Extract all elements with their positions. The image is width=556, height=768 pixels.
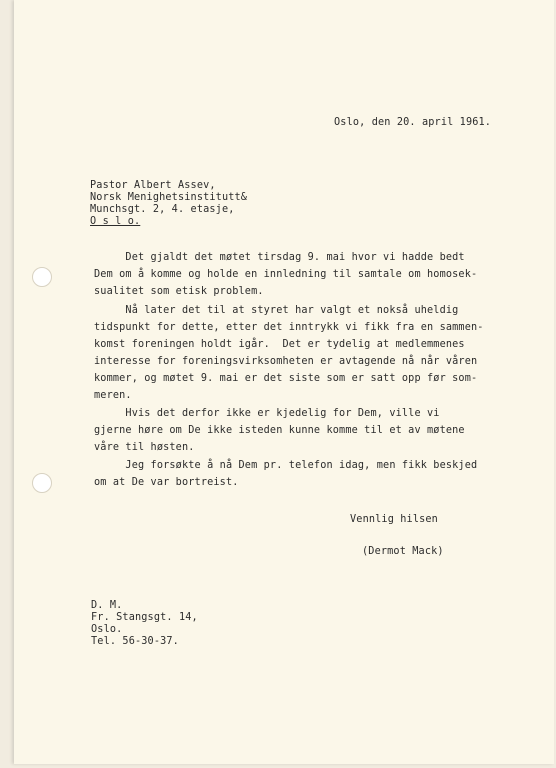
date-line: Oslo, den 20. april 1961.	[334, 117, 492, 128]
sender-city: Oslo.	[91, 624, 123, 635]
recipient-institution: Norsk Menighetsinstitutt&	[90, 192, 248, 203]
sender-street: Fr. Stangsgt. 14,	[91, 612, 198, 623]
punch-hole-top	[32, 267, 52, 287]
body-line: om at De var bortreist.	[94, 477, 239, 488]
signature-name: (Dermot Mack)	[362, 546, 444, 557]
body-line: sualitet som etisk problem.	[94, 286, 264, 297]
closing: Vennlig hilsen	[350, 514, 438, 525]
body-line: tidspunkt for dette, etter det inntrykk vi fikk fra en sammen-	[94, 322, 484, 333]
body-line: Dem om å komme og holde en innledning til samtale om homosek-	[94, 269, 478, 280]
recipient-street: Munchsgt. 2, 4. etasje,	[90, 204, 235, 215]
body-line: gjerne høre om De ikke isteden kunne komme til et av møtene	[94, 425, 465, 436]
body-line: interesse for foreningsvirksomheten er avtagende nå når våren	[94, 356, 478, 367]
body-line: komst foreningen holdt igår. Det er tydelig at medlemmenes	[94, 339, 465, 350]
body-line: meren.	[94, 390, 132, 401]
recipient-name: Pastor Albert Assev,	[90, 180, 216, 191]
body-line: Hvis det derfor ikke er kjedelig for Dem, ville vi	[94, 408, 440, 419]
sender-initials: D. M.	[91, 600, 123, 611]
body-line: Nå later det til at styret har valgt et nokså uheldig	[94, 305, 459, 316]
body-line: Det gjaldt det møtet tirsdag 9. mai hvor vi hadde bedt	[94, 252, 465, 263]
recipient-city: O s l o.	[90, 216, 141, 227]
body-line: kommer, og møtet 9. mai er det siste som er satt opp før som-	[94, 373, 478, 384]
body-line: Jeg forsøkte å nå Dem pr. telefon idag, men fikk beskjed	[94, 460, 478, 471]
punch-hole-bottom	[32, 473, 52, 493]
sender-phone: Tel. 56-30-37.	[91, 636, 179, 647]
body-line: våre til høsten.	[94, 442, 195, 453]
